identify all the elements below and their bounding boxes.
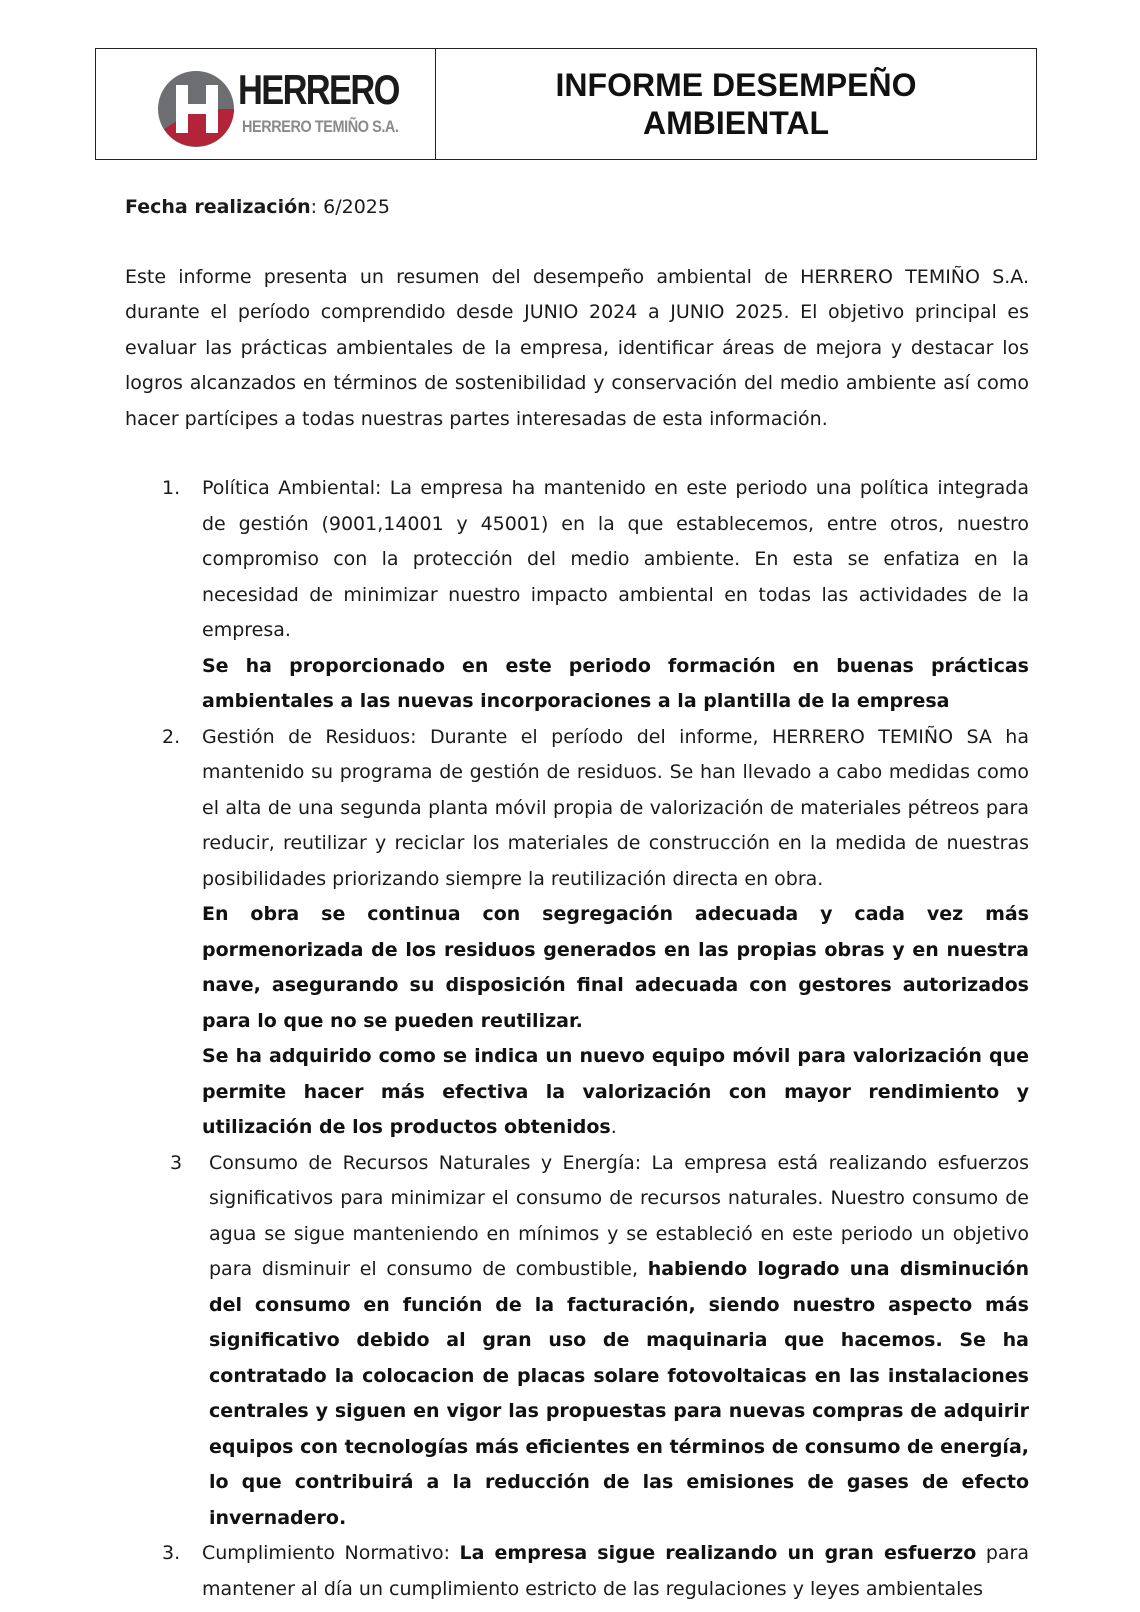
list-item: [125, 1146, 1029, 1537]
title-cell: [436, 49, 1036, 159]
date-value: : 6/2025: [310, 196, 390, 218]
document-header: [95, 48, 1037, 160]
report-date: [125, 190, 1029, 226]
item-bold-text: Se ha proporcionado en este periodo formación en buenas prácticas ambientales a las nuevas incorporaciones a la plantilla de la empresa: [202, 654, 1029, 712]
list-item: [125, 471, 1029, 720]
item-paragraph: [209, 1146, 1029, 1537]
logo-name: HERRERO: [238, 66, 399, 113]
item-bold-paragraph: [202, 1039, 1029, 1146]
intro-paragraph: Este informe presenta un resumen del desempeño ambiental de HERRERO TEMIÑO S.A. durante el período comprendido desde JUNIO 2024 a JUNIO 2025. El objetivo principal es evaluar las prácticas ambientales de la empresa, identificar áreas de mejora y destacar los logros alcanzados en términos de sostenibilidad y conservación del medio ambiente así como hacer partícipes a todas nuestras partes interesadas de esta información.: [125, 265, 1029, 430]
item-text: Cumplimiento Normativo:: [202, 1542, 460, 1564]
item-number: 2.: [162, 725, 181, 748]
logo-subtitle: HERRERO TEMIÑO S.A.: [242, 117, 399, 136]
report-title-line1: INFORME DESEMPEÑO: [555, 67, 917, 103]
item-bold-text: habiendo logrado una disminución del consumo en función de la facturación, siendo nuestro aspecto más significativo debido al gran uso de maquinaria que hacemos. Se ha contratado la colocacion de placas solare fotovoltaicas en las instalaciones centrales y siguen en vigor las propuestas para nuevas compras de adquirir equipos con tecnologías más eficientes en términos de consumo de energía, lo que contribuirá a la reducción de las emisiones de gases de efecto invernadero.: [209, 1258, 1029, 1529]
herrero-logo-icon: [154, 67, 238, 151]
item-text: Consumo de Recursos Naturales y Energía: La empresa está realizando esfuerzos significativos para minimizar el consumo de recursos naturales. Nuestro consumo de agua se sigue manteniendo en mínimos y se estableció en este periodo un objetivo para disminuir el consumo de combustible,: [209, 1151, 1029, 1280]
item-period: .: [610, 1116, 617, 1138]
date-label: Fecha realización: [125, 196, 311, 218]
item-text: Política Ambiental: La empresa ha mantenido en este periodo una política integrada de gestión (9001,14001 y 45001) en la que establecemos, entre otros, nuestro compromiso con la protección del medio ambiente. En esta se enfatiza en la necesidad de minimizar nuestro impacto ambiental en todas las actividades de la empresa.: [202, 477, 1029, 641]
logo-cell: [96, 49, 436, 159]
list-item: [125, 1536, 1029, 1607]
item-number: 1.: [162, 477, 181, 499]
list-item: [125, 720, 1029, 1146]
item-text-end: para mantener al día un cumplimiento estricto de las regulaciones y leyes ambientales: [202, 1542, 1030, 1600]
item-bold-text: En obra se continua con segregación adecuada y cada vez más pormenorizada de los residuos generados en las propias obras y en nuestra nave, asegurando su disposición final adecuada con gestores autorizados para lo que no se pueden reutilizar.: [202, 903, 1029, 1032]
report-title-line2: AMBIENTAL: [642, 105, 830, 141]
item-number: 3: [170, 1151, 183, 1174]
item-text: Gestión de Residuos: Durante el período del informe, HERRERO TEMIÑO SA ha mantenido su programa de gestión de residuos. Se han llevado a cabo medidas como el alta de una segunda planta móvil propia de valorización de materiales pétreos para reducir, reutilizar y reciclar los materiales de construcción en la medida de nuestras posibilidades priorizando siempre la reutilización directa en obra.: [202, 725, 1029, 890]
item-bold-text: Se ha adquirido como se indica un nuevo equipo móvil para valorización que permite hacer más efectiva la valorización con mayor rendimiento y utilización de los productos obtenidos: [202, 1045, 1029, 1138]
document-body: [125, 190, 1029, 1607]
item-paragraph: [202, 1536, 1029, 1607]
item-number: 3.: [162, 1542, 181, 1564]
item-bold-text: La empresa sigue realizando un gran esfuerzo: [459, 1542, 977, 1564]
